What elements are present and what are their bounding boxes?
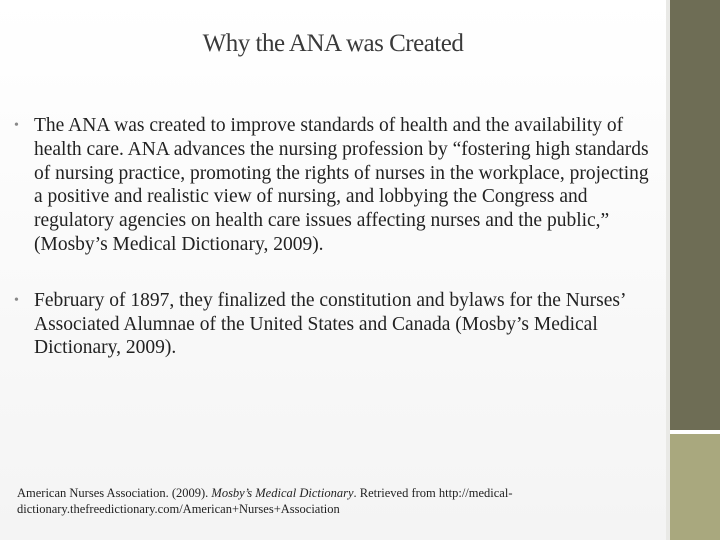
bullet-list <box>14 114 654 360</box>
bullet-item <box>14 289 654 360</box>
citation-suffix: . Retrieved from http://medical-dictionary.thefreedictionary.com/American+Nurses+Association <box>17 486 513 516</box>
bullet-text: The ANA was created to improve standards of health and the availability of health care. ANA advances the nursing profession by “fostering high standards of nursing practice, promoting the rights of nurses in the workplace, projecting a positive and realistic view of nursing, and lobbying the Congress and regulatory agencies on health care issues affecting nurses and the public,” (Mosby’s Medical Dictionary, 2009). <box>34 115 649 255</box>
decorative-sidebar <box>666 0 720 540</box>
slide-title: Why the ANA was Created <box>202 30 464 57</box>
bullet-text: February of 1897, they finalized the constitution and bylaws for the Nurses’ Associated Alumnae of the United States and Canada (Mosby’s Medical Dictionary, 2009). <box>34 289 625 359</box>
sidebar-dark-block <box>670 0 720 430</box>
citation-title: Mosby’s Medical Dictionary <box>211 486 354 500</box>
bullet-icon: • <box>14 292 19 308</box>
sidebar-light-block <box>670 434 720 540</box>
citation <box>17 486 597 517</box>
bullet-icon: • <box>14 118 19 133</box>
bullet-item <box>14 114 654 257</box>
citation-prefix: American Nurses Association. (2009). <box>17 486 212 500</box>
